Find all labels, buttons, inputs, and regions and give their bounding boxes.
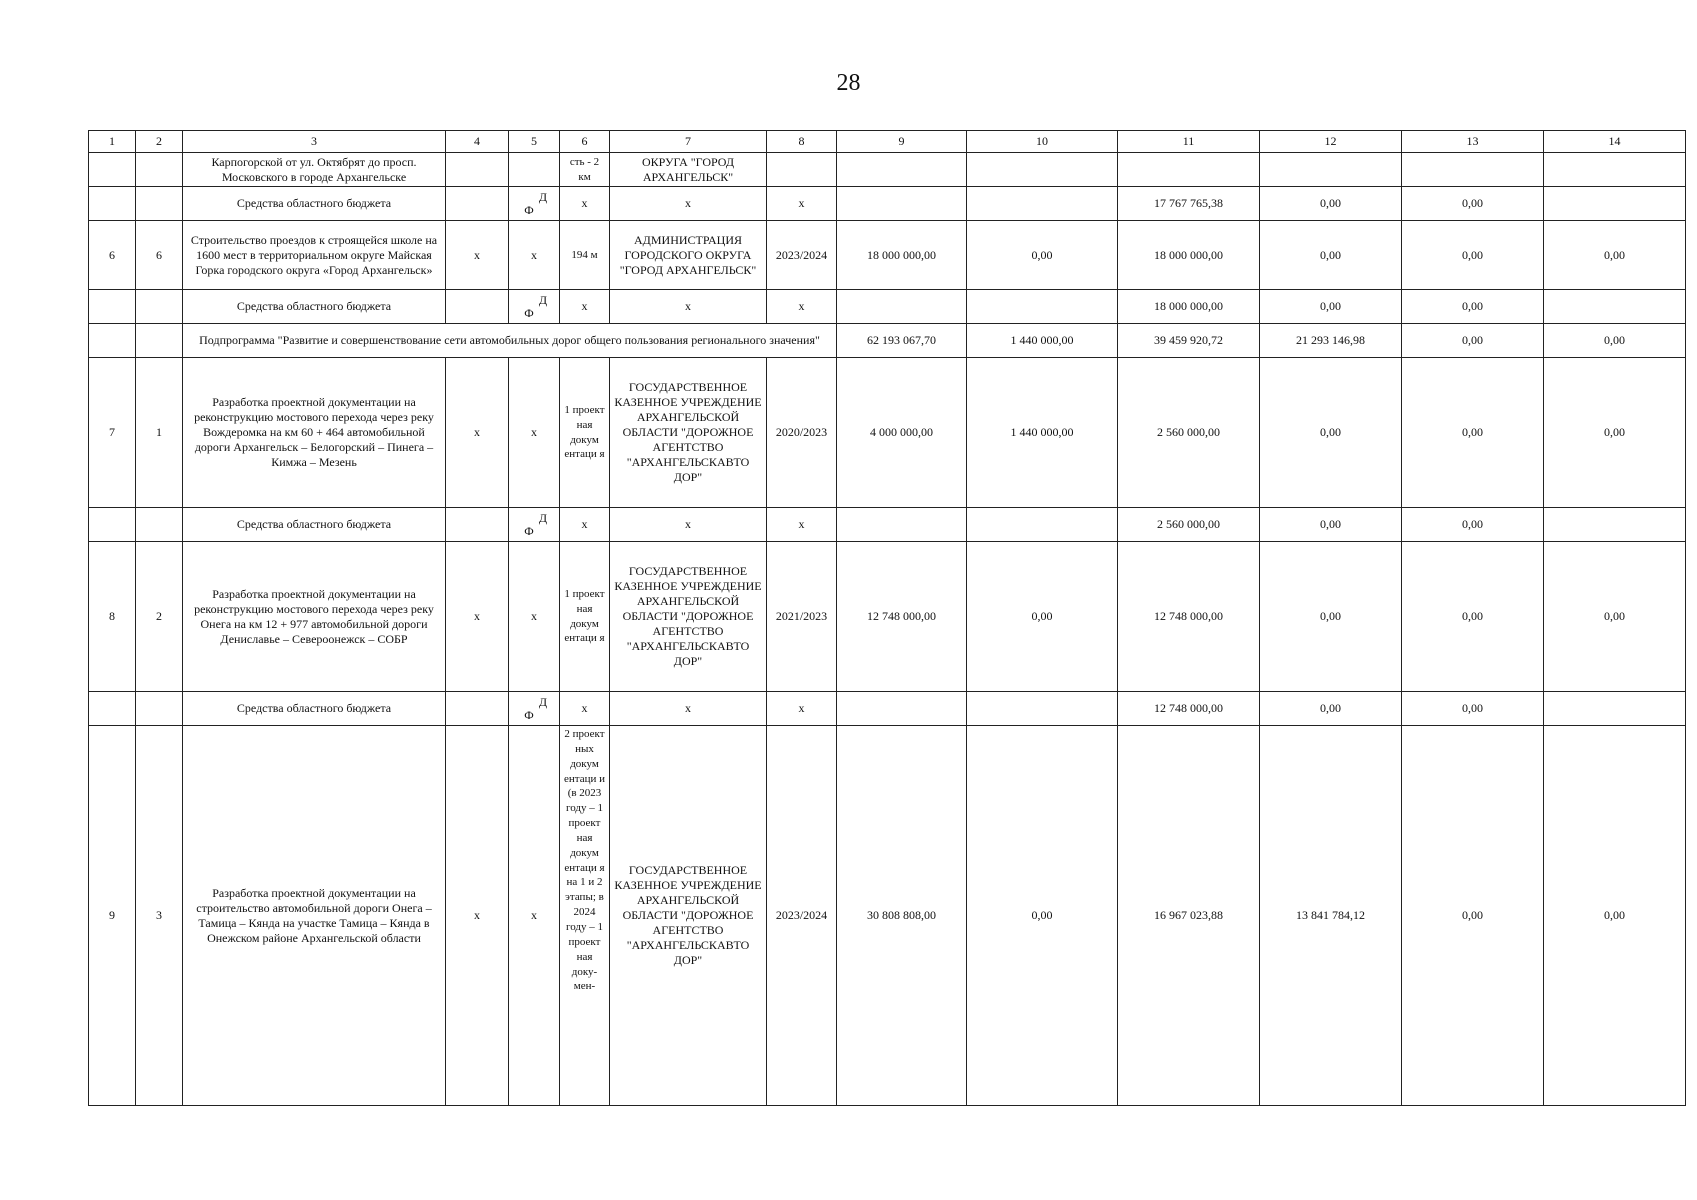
cell-col4: х [446, 358, 509, 508]
cell-capacity: 1 проект ная докум ентаци я [560, 542, 610, 692]
cell-customer: АДМИНИСТРАЦИЯ ГОРОДСКОГО ОКРУГА "ГОРОД АРХАНГЕЛЬСК" [610, 221, 767, 290]
cell-amount: 0,00 [1260, 221, 1402, 290]
budget-source-row [89, 187, 1686, 221]
cell-amount: 0,00 [1260, 692, 1402, 726]
col-header: 14 [1544, 131, 1686, 153]
table-row [89, 221, 1686, 290]
cell-amount: 0,00 [1260, 358, 1402, 508]
cell-amount [1544, 187, 1686, 221]
cell-col4 [446, 290, 509, 324]
cell-subnumber [136, 153, 183, 187]
cell-amount: 1 440 000,00 [967, 358, 1118, 508]
table-row [89, 542, 1686, 692]
cell-amount: 0,00 [1260, 187, 1402, 221]
cell-customer: ГОСУДАРСТВЕННОЕ КАЗЕННОЕ УЧРЕЖДЕНИЕ АРХАНГЕЛЬСКОЙ ОБЛАСТИ "ДОРОЖНОЕ АГЕНТСТВО "АРХАНГЕЛЬСКАВТО ДОР" [610, 542, 767, 692]
cell-subnumber [136, 508, 183, 542]
cell-col5: х [509, 221, 560, 290]
cell-capacity: х [560, 692, 610, 726]
col-header: 4 [446, 131, 509, 153]
budget-table [88, 130, 1686, 1106]
cell-col5: х [509, 358, 560, 508]
col-header: 11 [1118, 131, 1260, 153]
subprogram-row [89, 324, 1686, 358]
cell-amount: 0,00 [1544, 324, 1686, 358]
cell-amount: 0,00 [967, 726, 1118, 1106]
cell-number [89, 508, 136, 542]
cell-amount [1402, 153, 1544, 187]
cell-amount: 12 748 000,00 [1118, 692, 1260, 726]
cell-amount: 18 000 000,00 [1118, 221, 1260, 290]
budget-source-row [89, 508, 1686, 542]
cell-financing-code: Д Ф [509, 508, 560, 542]
cell-number: 8 [89, 542, 136, 692]
cell-capacity: х [560, 187, 610, 221]
cell-amount: 0,00 [1260, 542, 1402, 692]
cell-amount: 0,00 [1402, 187, 1544, 221]
cell-total [837, 692, 967, 726]
cell-amount: 1 440 000,00 [967, 324, 1118, 358]
cell-customer: х [610, 290, 767, 324]
cell-number: 7 [89, 358, 136, 508]
cell-amount: 0,00 [967, 542, 1118, 692]
cell-subnumber [136, 187, 183, 221]
cell-period: 2021/2023 [767, 542, 837, 692]
cell-period: 2023/2024 [767, 726, 837, 1106]
cell-total: 18 000 000,00 [837, 221, 967, 290]
cell-amount: 0,00 [1544, 358, 1686, 508]
cell-col4 [446, 692, 509, 726]
cell-total [837, 153, 967, 187]
cell-amount: 0,00 [967, 221, 1118, 290]
cell-description: Разработка проектной документации на реконструкцию мостового перехода через реку Онега на км 12 + 977 автомобильной дороги Дениславье – Североонежск – СОБР [183, 542, 446, 692]
table-row [89, 726, 1686, 1106]
cell-customer: х [610, 692, 767, 726]
cell-total [837, 290, 967, 324]
cell-capacity: сть - 2 км [560, 153, 610, 187]
col-header: 12 [1260, 131, 1402, 153]
page-number: 28 [836, 70, 861, 96]
cell-subnumber: 1 [136, 358, 183, 508]
cell-total: 62 193 067,70 [837, 324, 967, 358]
cell-description: Разработка проектной документации на реконструкцию мостового перехода через реку Вождеромка на км 60 + 464 автомобильной дороги Архангельск – Белогорский – Пинега – Кимжа – Мезень [183, 358, 446, 508]
cell-amount: 39 459 920,72 [1118, 324, 1260, 358]
cell-col5: х [509, 542, 560, 692]
cell-amount [967, 692, 1118, 726]
col-header: 13 [1402, 131, 1544, 153]
cell-col4 [446, 153, 509, 187]
cell-customer: ГОСУДАРСТВЕННОЕ КАЗЕННОЕ УЧРЕЖДЕНИЕ АРХАНГЕЛЬСКОЙ ОБЛАСТИ "ДОРОЖНОЕ АГЕНТСТВО "АРХАНГЕЛЬСКАВТО ДОР" [610, 726, 767, 1106]
cell-financing-code: Д Ф [509, 692, 560, 726]
col-header: 10 [967, 131, 1118, 153]
cell-subnumber [136, 290, 183, 324]
cell-amount: 0,00 [1544, 221, 1686, 290]
cell-amount: 0,00 [1402, 542, 1544, 692]
cell-amount: 0,00 [1260, 508, 1402, 542]
cell-capacity: 1 проект ная докум ентаци я [560, 358, 610, 508]
cell-col5: х [509, 726, 560, 1106]
table-row [89, 153, 1686, 187]
cell-subnumber [136, 692, 183, 726]
budget-source-row [89, 692, 1686, 726]
table-row [89, 358, 1686, 508]
cell-total: 12 748 000,00 [837, 542, 967, 692]
cell-capacity: х [560, 290, 610, 324]
cell-funding-source: Средства областного бюджета [183, 290, 446, 324]
cell-col4: х [446, 542, 509, 692]
cell-capacity: 2 проект ных докум ентаци и (в 2023 году – 1 проект ная докум ентаци я на 1 и 2 этапы; в 2024 году – 1 проект ная доку- мен- [560, 726, 610, 1106]
cell-funding-source: Средства областного бюджета [183, 187, 446, 221]
cell-financing-code: Д Ф [509, 290, 560, 324]
cell-total: 30 808 808,00 [837, 726, 967, 1106]
cell-col4: х [446, 726, 509, 1106]
cell-description: Карпогорской от ул. Октябрят до просп. Московского в городе Архангельске [183, 153, 446, 187]
cell-funding-source: Средства областного бюджета [183, 508, 446, 542]
cell-col4 [446, 187, 509, 221]
cell-col5 [509, 153, 560, 187]
cell-number: 6 [89, 221, 136, 290]
cell-customer: х [610, 508, 767, 542]
cell-subnumber: 6 [136, 221, 183, 290]
cell-period: х [767, 290, 837, 324]
cell-description: Разработка проектной документации на строительство автомобильной дороги Онега – Тамица – Кянда на участке Тамица – Кянда в Онежском районе Архангельской области [183, 726, 446, 1106]
cell-period: х [767, 508, 837, 542]
cell-amount [967, 153, 1118, 187]
cell-amount [967, 508, 1118, 542]
cell-subnumber: 3 [136, 726, 183, 1106]
cell-number: 9 [89, 726, 136, 1106]
cell-subnumber [136, 324, 183, 358]
col-header: 2 [136, 131, 183, 153]
cell-funding-source: Средства областного бюджета [183, 692, 446, 726]
cell-customer: ОКРУГА "ГОРОД АРХАНГЕЛЬСК" [610, 153, 767, 187]
cell-amount: 0,00 [1402, 290, 1544, 324]
subprogram-title: Подпрограмма "Развитие и совершенствование сети автомобильных дорог общего пользования регионального значения" [183, 324, 837, 358]
cell-amount: 0,00 [1402, 221, 1544, 290]
cell-amount: 18 000 000,00 [1118, 290, 1260, 324]
cell-amount: 13 841 784,12 [1260, 726, 1402, 1106]
header-row [89, 131, 1686, 153]
cell-number [89, 324, 136, 358]
cell-capacity: 194 м [560, 221, 610, 290]
cell-total: 4 000 000,00 [837, 358, 967, 508]
cell-description: Строительство проездов к строящейся школе на 1600 мест в территориальном округе Майская Горка городского округа «Город Архангельск» [183, 221, 446, 290]
cell-period: 2023/2024 [767, 221, 837, 290]
cell-amount [1544, 153, 1686, 187]
cell-amount [1118, 153, 1260, 187]
cell-financing-code: Д Ф [509, 187, 560, 221]
cell-amount: 0,00 [1402, 508, 1544, 542]
cell-number [89, 290, 136, 324]
cell-amount: 2 560 000,00 [1118, 508, 1260, 542]
cell-amount [1544, 290, 1686, 324]
cell-col4: х [446, 221, 509, 290]
cell-number [89, 187, 136, 221]
cell-capacity: х [560, 508, 610, 542]
cell-amount [1544, 692, 1686, 726]
col-header: 6 [560, 131, 610, 153]
cell-amount: 0,00 [1260, 290, 1402, 324]
col-header: 1 [89, 131, 136, 153]
cell-amount: 21 293 146,98 [1260, 324, 1402, 358]
cell-period: х [767, 187, 837, 221]
cell-period: х [767, 692, 837, 726]
cell-period [767, 153, 837, 187]
budget-source-row [89, 290, 1686, 324]
col-header: 7 [610, 131, 767, 153]
cell-amount: 0,00 [1402, 726, 1544, 1106]
cell-number [89, 692, 136, 726]
cell-col4 [446, 508, 509, 542]
cell-amount: 0,00 [1544, 542, 1686, 692]
cell-amount: 16 967 023,88 [1118, 726, 1260, 1106]
col-header: 8 [767, 131, 837, 153]
cell-period: 2020/2023 [767, 358, 837, 508]
cell-amount: 0,00 [1402, 692, 1544, 726]
cell-amount: 17 767 765,38 [1118, 187, 1260, 221]
cell-customer: ГОСУДАРСТВЕННОЕ КАЗЕННОЕ УЧРЕЖДЕНИЕ АРХАНГЕЛЬСКОЙ ОБЛАСТИ "ДОРОЖНОЕ АГЕНТСТВО "АРХАНГЕЛЬСКАВТО ДОР" [610, 358, 767, 508]
cell-amount: 0,00 [1402, 358, 1544, 508]
cell-amount: 2 560 000,00 [1118, 358, 1260, 508]
col-header: 9 [837, 131, 967, 153]
cell-amount: 0,00 [1402, 324, 1544, 358]
col-header: 5 [509, 131, 560, 153]
cell-subnumber: 2 [136, 542, 183, 692]
cell-customer: х [610, 187, 767, 221]
cell-amount [1544, 508, 1686, 542]
cell-number [89, 153, 136, 187]
cell-amount: 12 748 000,00 [1118, 542, 1260, 692]
cell-amount [967, 290, 1118, 324]
cell-amount [1260, 153, 1402, 187]
col-header: 3 [183, 131, 446, 153]
cell-amount [967, 187, 1118, 221]
cell-total [837, 187, 967, 221]
cell-total [837, 508, 967, 542]
cell-amount: 0,00 [1544, 726, 1686, 1106]
